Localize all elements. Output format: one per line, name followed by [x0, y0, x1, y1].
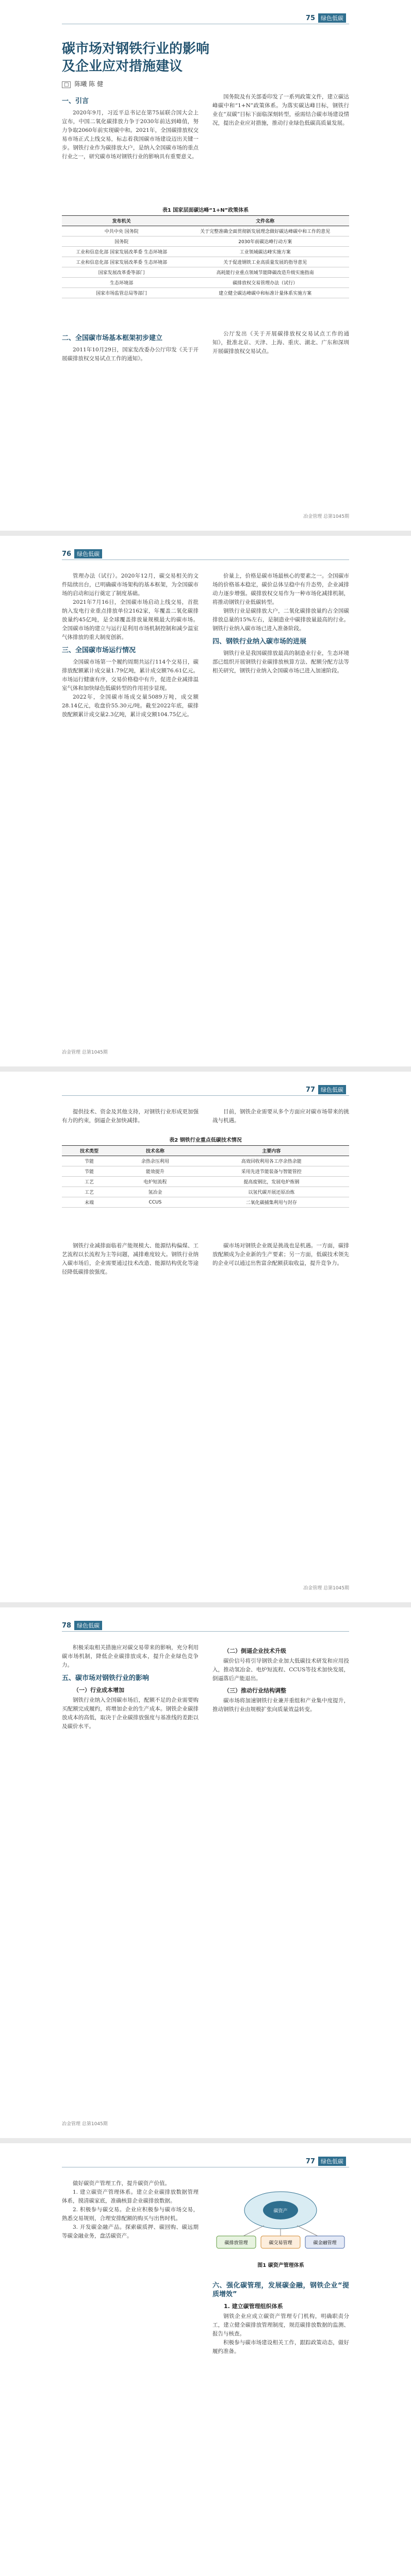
- paragraph: 公厅发出《关于开展碳排放权交易试点工作的通知》，批准北京、天津、上海、重庆、湖北、广东和深圳开展碳排放权交易试点。: [212, 331, 349, 354]
- subsection-heading: 1. 建立碳管理组织体系: [224, 2303, 283, 2310]
- section-heading: 三、全国碳市场运行情况: [62, 647, 136, 654]
- page-4: [0, 1607, 411, 2138]
- section-heading: 四、钢铁行业纳入碳市场的进展: [212, 638, 307, 646]
- table-header: 主要内容: [194, 1146, 349, 1156]
- table-row: 中共中央 国务院 关于完整准确全面贯彻新发展理念做好碳达峰碳中和工作的意见: [62, 226, 349, 236]
- column-left: [62, 572, 199, 719]
- paragraph: 积极采取相关措施应对碳交易带来的影响，充分利用碳市场机制，降低企业碳排放成本，提升企业绿色竞争力。: [62, 1645, 199, 1668]
- paragraph: 全国碳市场第一个履约周期共运行114个交易日，碳排放配额累计成交量1.79亿吨，累计成交额76.61亿元。市场运行健康有序，交易价格稳中有升，促进企业减排温室气体和加快绿色低碳转型的作用初步显现。: [62, 659, 199, 691]
- paragraph: 钢铁行业是我国碳排放最高的制造业行业，生态环境部已组织开展钢铁行业碳排放核算方法、配额分配方法等相关研究，钢铁行业纳入全国碳市场已进入加速阶段。: [212, 650, 349, 674]
- paragraph: 2011年10月29日，国家发改委办公厅印发《关于开展碳排放权交易试点工作的通知》。: [62, 347, 199, 362]
- author-line: □ 陈曦 陈 健: [62, 79, 107, 88]
- table-row: 工艺 氢冶金 以氢代碳开展还原冶炼: [62, 1187, 349, 1197]
- paragraph: 管理办法（试行）。2020年12月，碳交易相关的文件陆续出台，已明确碳市场架构的基本框架，为全国碳市场的启动和运行奠定了制度基础。: [62, 573, 199, 597]
- column-right: [212, 93, 349, 128]
- table-row: 节能 能效提升 采用先进节能装备与智能管控: [62, 1166, 349, 1177]
- page-2: [0, 536, 411, 1066]
- paragraph: 提供技术、资金及其他支持，对钢铁行业形成更加强有力的约束，倒逼企业加快减排。: [62, 1109, 199, 1124]
- page-number: 76: [62, 550, 72, 558]
- paragraph: 2020年9月，习近平总书记在第75届联合国大会上宣布，中国二氧化碳排放力争于2030年前达到峰值，努力争取2060年前实现碳中和。2021年，全国碳排放权交易市场正式上线交易，标志着我国碳市场建设迈出关键一步。钢铁行业作为碳排放大户，是纳入全国碳市场的重点行业之一，研究碳市场对钢铁行业的影响具有重要意义。: [62, 110, 199, 160]
- page-footer: 冶金管理 总第1045期: [62, 1050, 108, 1055]
- column-left-top: [62, 1108, 199, 1125]
- paragraph: 碳市场对钢铁企业既是挑战也是机遇。一方面，碳排放配额成为企业新的生产要素；另一方面，低碳技术领先的企业可以通过出售富余配额获取收益，提升竞争力。: [212, 1243, 349, 1266]
- table-caption: 表1 国家层面碳达峰“1+N”政策体系: [162, 208, 249, 213]
- section-heading: 二、全国碳市场基本框架初步建立: [62, 334, 163, 342]
- table-2: [62, 1133, 349, 1208]
- article-title: 碳市场对钢铁行业的影响及企业应对措施建议: [62, 41, 210, 74]
- column-right: [212, 1643, 349, 1714]
- paragraph: 钢铁行业减排面临着产能规模大、能源结构偏煤、工艺流程以长流程为主等问题，减排难度较大。钢铁行业纳入碳市场后，企业需要通过技术改造、能源结构优化等途径降低碳排放强度。: [62, 1243, 199, 1275]
- section-label: 绿色低碳: [318, 1085, 346, 1094]
- figure-node: 碳金融管理: [313, 2241, 337, 2246]
- section-label: 绿色低碳: [74, 549, 102, 558]
- paragraph: 钢铁行业是碳排放大户，二氧化碳排放量约占全国碳排放总量的15%左右，是制造业中碳排放量最高的行业。钢铁行业纳入碳市场已进入准备阶段。: [212, 608, 349, 632]
- table-row: 工艺 电炉短流程 提高废钢比，发展电炉炼钢: [62, 1177, 349, 1187]
- page-1: [0, 0, 411, 531]
- table-header: 发布机关: [62, 216, 181, 226]
- table-row: 国务院 2030年前碳达峰行动方案: [62, 236, 349, 247]
- page-number: 77: [305, 1086, 315, 1094]
- paragraph: 2022年，全国碳市场成交量5089万吨，成交额28.14亿元，收盘价55.30元/吨。截至2022年底，碳排放配额累计成交量2.3亿吨，累计成交额104.75亿元。: [62, 694, 199, 718]
- paragraph: 3. 开发碳金融产品。探索碳质押、碳回购、碳远期等碳金融业务，盘活碳资产。: [62, 2224, 199, 2239]
- paragraph: 积极参与碳市场建设相关工作，跟踪政策动态，做好履约准备。: [212, 2340, 349, 2354]
- page-number: 78: [62, 1622, 72, 1630]
- section-label: 绿色低碳: [74, 1621, 102, 1630]
- column-right: [212, 2277, 349, 2356]
- paragraph: 2. 积极参与碳交易。企业应积极参与碳市场交易，熟悉交易规则，合理安排配额的购买与出售时机。: [62, 2207, 199, 2222]
- column-left: [62, 93, 199, 161]
- page-header: [306, 2157, 349, 2166]
- page-header: [62, 1621, 105, 1630]
- column-left-2: [62, 330, 199, 363]
- column-right-2: [212, 330, 349, 356]
- page-footer: 冶金管理 总第1045期: [303, 514, 349, 519]
- table-row: 生态环境部 碳排放权交易管理办法（试行）: [62, 278, 349, 288]
- page-number: 77: [305, 2158, 315, 2165]
- section-heading: 五、碳市场对钢铁行业的影响: [62, 1674, 150, 1682]
- paragraph: 钢铁企业应成立碳资产管理专门机构，明确职责分工，建立健全碳排放管理制度，规范碳排放数据的监测、报告与核查。: [212, 2313, 349, 2337]
- column-left: [62, 2179, 199, 2241]
- paragraph: 碳市场将加速钢铁行业兼并重组和产业集中度提升，推动钢铁行业由规模扩张向质量效益转变。: [212, 1698, 349, 1713]
- table-row: 国家市场监管总局等部门 建立健全碳达峰碳中和标准计量体系实施方案: [62, 288, 349, 298]
- table-header: 文件名称: [181, 216, 349, 226]
- table-header: 技术名称: [117, 1146, 194, 1156]
- paragraph: 做好碳资产管理工作，提升碳资产价值。: [73, 2180, 170, 2187]
- figure-node: 碳排放管理: [224, 2241, 248, 2246]
- column-right-top: [212, 1108, 349, 1125]
- subsection-heading: （二）倒逼企业技术升级: [224, 1648, 286, 1654]
- page-header: [306, 13, 349, 23]
- column-right: [212, 572, 349, 675]
- figure-1-diagram: [212, 2179, 349, 2257]
- column-left: [62, 1643, 199, 1731]
- paragraph: 价量上，价格是碳市场最核心的要素之一。全国碳市场的价格基本稳定，碳价总体呈稳中有升态势，企业减排动力逐步增强。碳排放权交易作为一种市场化减排机制，将推动钢铁行业低碳转型。: [212, 573, 349, 605]
- subsection-heading: （一）行业成本增加: [73, 1687, 124, 1693]
- paragraph: 2021年7月16日，全国碳市场启动上线交易，首批纳入发电行业重点排放单位2162家，年覆盖二氧化碳排放量约45亿吨，是全球覆盖排放量规模最大的碳市场。全国碳市场的建立与运行是利用市场机制控制和减少温室气体排放的重大制度创新。: [62, 599, 199, 640]
- table-row: 节能 余热余压利用 高效回收利用各工序余热余能: [62, 1156, 349, 1166]
- table-header: 技术类型: [62, 1146, 117, 1156]
- page-5: [0, 2143, 411, 2576]
- subsection-heading: （三）推动行业结构调整: [224, 1687, 286, 1694]
- table-row: 国家发展改革委等部门 高耗能行业重点领域节能降碳改造升级实施指南: [62, 267, 349, 278]
- page-footer: 冶金管理 总第1045期: [62, 2122, 108, 2127]
- figure-node: 碳资产: [273, 2209, 288, 2214]
- column-left: [62, 1242, 199, 1277]
- paragraph: 国务院及有关部委印发了一系列政策文件，建立碳达峰碳中和“1+N”政策体系。为落实碳达峰目标，钢铁行业在“双碳”目标下面临深刻转型，亟需结合碳市场建设情况，提出企业应对措施，推动行业绿色低碳高质量发展。: [212, 94, 349, 126]
- page-header: [306, 1085, 349, 1094]
- paragraph: 1. 建立碳资产管理体系。建立企业碳排放数据管理体系，摸清碳家底，准确核算企业碳排放数据。: [62, 2189, 199, 2204]
- figure-node: 碳交易管理: [269, 2241, 292, 2246]
- paragraph: 钢铁行业纳入全国碳市场后，配额不足的企业需要购买配额完成履约，将增加企业的生产成本。钢铁企业碳排放成本的高低，取决于企业碳排放强度与基准线的差距以及碳价水平。: [62, 1697, 199, 1730]
- section-label: 绿色低碳: [318, 2157, 346, 2166]
- section-label: 绿色低碳: [318, 13, 346, 23]
- figure-caption: 图1 碳资产管理体系: [257, 2263, 304, 2268]
- table-row: 工业和信息化部 国家发展改革委 生态环境部 工业领域碳达峰实施方案: [62, 247, 349, 257]
- figure-1: [212, 2179, 349, 2272]
- paragraph: 碳价信号将引导钢铁企业加大低碳技术研发和应用投入，推动氢冶金、电炉短流程、CCUS等技术加快发展，倒逼落后产能退出。: [212, 1658, 349, 1682]
- table-row: 末端 CCUS 二氧化碳捕集利用与封存: [62, 1197, 349, 1208]
- table-1: [62, 204, 349, 298]
- table-caption: 表2 钢铁行业重点低碳技术情况: [169, 1138, 242, 1143]
- page-footer: 冶金管理 总第1045期: [303, 1586, 349, 1591]
- table-row: 工业和信息化部 国家发展改革委 生态环境部 关于促进钢铁工业高质量发展的指导意见: [62, 257, 349, 267]
- section-heading: 六、强化碳管理，发展碳金融，钢铁企业“提质增效”: [212, 2282, 349, 2298]
- section-heading: 一、引言: [62, 97, 89, 105]
- page-number: 75: [305, 14, 315, 22]
- paragraph: 目前，钢铁企业需要从多个方面应对碳市场带来的挑战与机遇。: [212, 1109, 349, 1124]
- page-header: [62, 549, 105, 558]
- page-3: [0, 1072, 411, 1602]
- column-right: [212, 1242, 349, 1268]
